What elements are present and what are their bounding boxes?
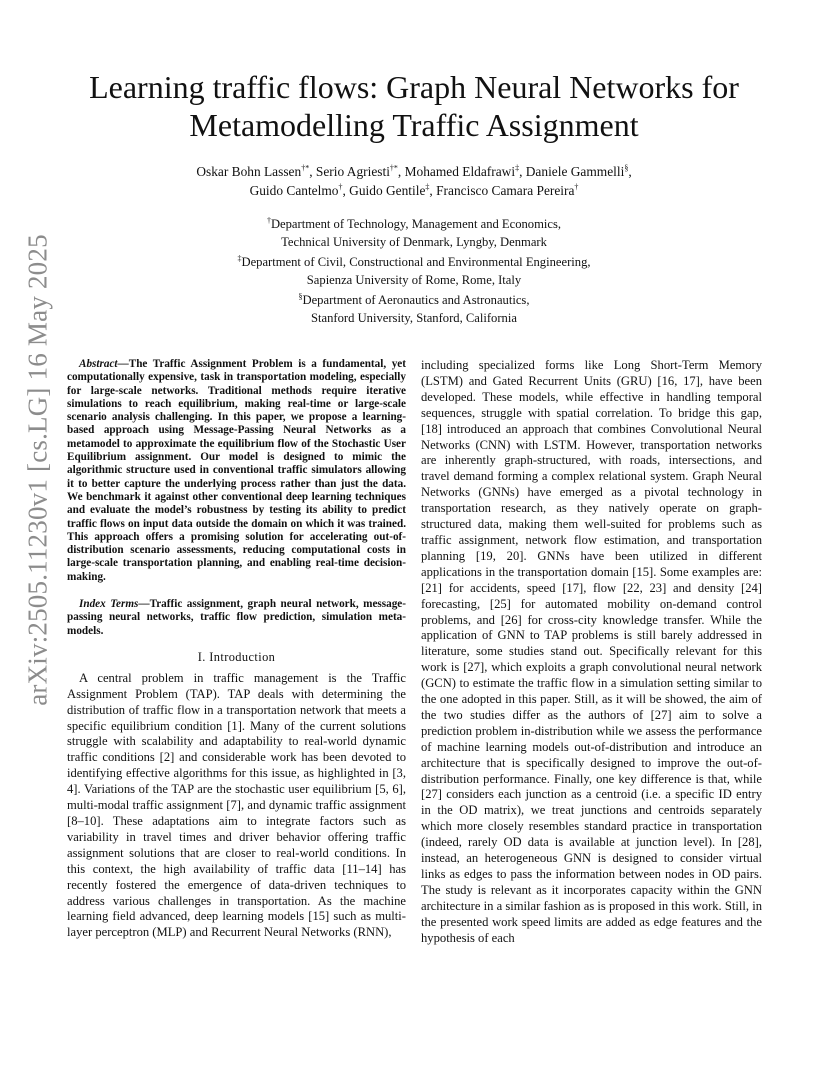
author: Oskar Bohn Lassen†*, <box>196 163 316 179</box>
affiliation: ‡Department of Civil, Constructional and Environmental Engineering, Sapienza University of Rome, Rome, Italy <box>237 253 591 287</box>
right-column <box>421 358 762 947</box>
author: Francisco Camara Pereira† <box>436 182 579 198</box>
affiliation: †Department of Technology, Management and Economics, Technical University of Denmark, Lyngby, Denmark <box>266 215 562 249</box>
author: Guido Cantelmo†, <box>249 182 350 198</box>
author-list <box>90 162 738 200</box>
index-terms: Index Terms—Traffic assignment, graph neural network, message-passing neural networks, traffic flow prediction, simulation meta-models. <box>67 598 406 637</box>
paper-title: Learning traffic flows: Graph Neural Networks for Metamodelling Traffic Assignment <box>89 69 739 143</box>
author: Guido Gentile‡, <box>349 182 437 198</box>
left-column <box>67 358 406 941</box>
section-heading: I. Introduction <box>197 649 276 664</box>
intro-paragraph: A central problem in traffic management is the Traffic Assignment Problem (TAP). TAP deals with determining the distribution of traffic flow in a transportation network that meets a specific equilibrium condition [1]. Many of the current solutions struggle with scalability and adaptability to real-world dynamic traffic conditions [2] and considerable work has been devoted to identifying effective algorithms for this issue, as highlighted in [3, 4]. Variations of the TAP are the stochastic user equilibrium [5, 6], multi-modal traffic assignment [7], and dynamic traffic assignment [8–10]. These adaptations aim to integrate factors such as variability in travel times and driver behavior offering traffic assignment solutions that are closer to real-world conditions. In this context, the high availability of traffic data [11–14] has recently fostered the emergence of data-driven techniques to address various challenges in transportation. As the machine learning field advanced, deep learning models [15] such as multi-layer perceptron (MLP) and Recurrent Neural Networks (RNN), <box>67 670 406 940</box>
author: Serio Agriesti†*, <box>315 163 405 179</box>
affiliation-list <box>120 215 708 329</box>
arxiv-side-stamp: arXiv:2505.11230v1 [cs.LG] 16 May 2025 <box>22 234 53 706</box>
affiliation: §Department of Aeronautics and Astronautics, Stanford University, Stanford, California <box>298 291 530 325</box>
author: Mohamed Eldafrawi‡, <box>404 163 526 179</box>
abstract: Abstract—The Traffic Assignment Problem is a fundamental, yet computationally expensive, task in transportation modeling, especially for large-scale networks. Traditional methods require iterative simulations to reach equilibrium, making real-time or large-scale scenario analysis challenging. In this paper, we propose a learning-based approach using Message-Passing Neural Networks as a metamodel to approximate the equilibrium flow of the Stochastic User Equilibrium assignment. Our model is designed to mimic the algorithmic structure used in conventional traffic simulators allowing it to better capture the underlying process rather than just the data. We benchmark it against other conventional deep learning techniques and evaluate the model’s robustness by testing its ability to predict traffic flows on input data outside the domain on which it was trained. This approach offers a promising solution for accelerating out-of-distribution scenario assessments, reducing computational costs in large-scale transportation planning, and enabling real-time decision-making. <box>67 358 406 583</box>
author: Daniele Gammelli§, <box>525 163 632 179</box>
intro-paragraph-continued: including specialized forms like Long Short-Term Memory (LSTM) and Gated Recurrent Units (GRU) [16, 17], have been developed. These models, while effective in handling temporal sequences, struggle with spatial correlation. To bridge this gap, [18] introduced an approach that combines Convolutional Neural Networks (CNN) with LSTM. However, transportation networks are inherently graph-structured, with roads, intersections, and travel demand forming a complex relational system. Graph Neural Networks (GNNs) have emerged as a pivotal technology in transportation research, as they natively operate on graph-structured data, making them well-suited for problems such as traffic assignment, network flow estimation, and transportation planning [19, 20]. GNNs have been utilized in different applications in the transportation domain [15]. Some examples are: [21] for accidents, speed [17], flow [22, 23] and density [24] forecasting, [25] for automated mobility on-demand control problems, and [26] for cross-city knowledge transfer. While the application of GNN to TAP problems is still barely addressed in literature, some studies stand out. Specifically relevant for this work is [27], which exploits a graph convolutional neural network (GCN) to estimate the traffic flow in a simulation setting similar to the one adopted in this paper. Still, as it will be showed, the aim of the two studies differ as the authors of [27] aim to solve a prediction problem in-distribution while we assess the performance of machine learning models out-of-distribution and introduce an architecture that is specifically designed to improve the out-of-distribution performance. Finally, one key difference is that, while [27] considers each junction as a centroid (i.e. a specific ID entry in the OD matrix), we treat junctions and centroids separately which more closely resembles standard practice in transportation (indeed, rarely OD data is available at junction level). In [28], instead, an heterogeneous GNN is designed to consider virtual links as edges to pass the information between nodes in OD pairs. The study is relevant as it incorporates capacity within the GNN architecture in a similar fashion as is proposed in this work. Still, in the presented work speed limits are added as edge features and the hypothesis of each <box>421 358 762 945</box>
